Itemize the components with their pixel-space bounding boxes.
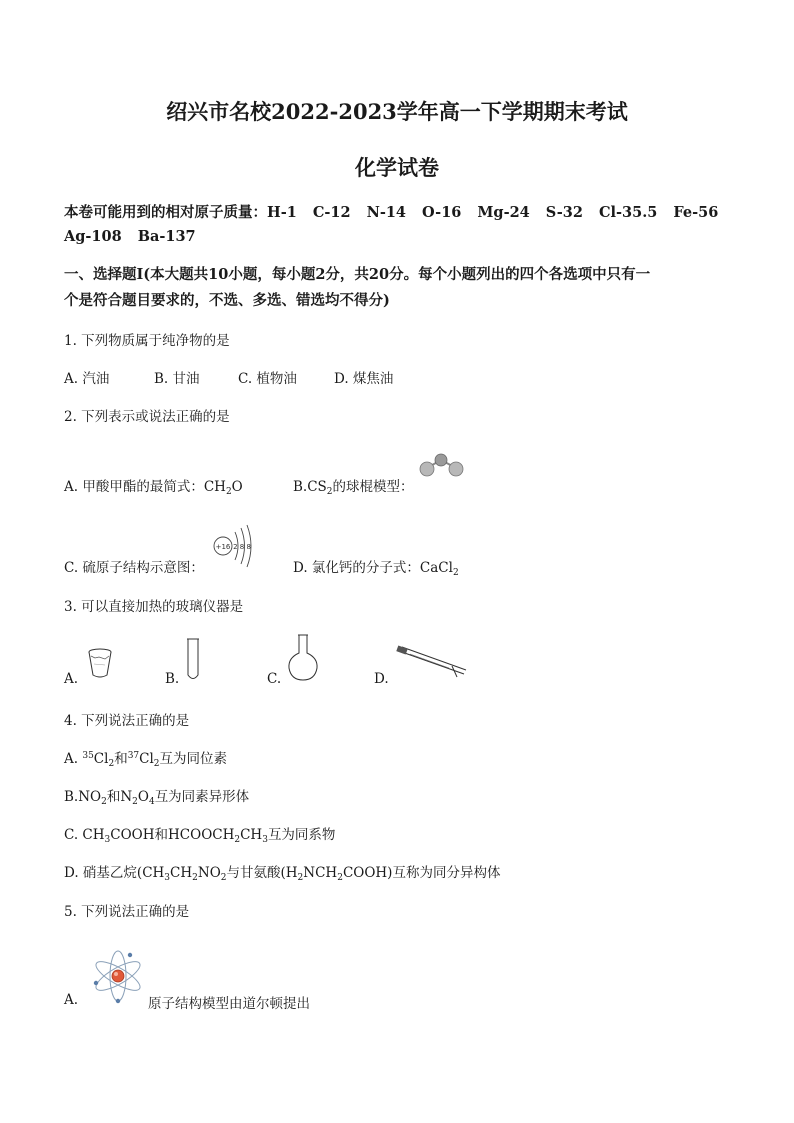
q4-option-d: D. 硝基乙烷($CH_3CH_2NO_2$与甘氨酸$(H_2NCH_2COOH)$互称为同分异构体 xyxy=(64,865,501,883)
q1-option-d: D. 煤焦油 xyxy=(334,371,394,387)
q5-label-a: A. xyxy=(64,992,79,1008)
page-subtitle: 化学试卷 xyxy=(355,155,439,180)
q4-option-b: $B.NO_2$和$N_2O_4$互为同素异形体 xyxy=(64,789,250,807)
cs2-ball-stick-model xyxy=(418,452,464,480)
page-title: 绍兴市名校2022-2023学年高一下学期期末考试 xyxy=(166,99,628,124)
q3-label-b: B. xyxy=(165,671,180,687)
q1-option-c: C. 植物油 xyxy=(238,371,297,387)
mass-s: S-32 xyxy=(545,204,583,221)
mass-fe: Fe-56 xyxy=(673,204,719,221)
q1-stem: 1. 下列物质属于纯净物的是 xyxy=(64,333,230,349)
atom-orbit-model-icon xyxy=(90,945,146,1007)
mass-o: O-16 xyxy=(422,204,462,221)
q4-option-c: C. $CH_3COOH$和$HCOOCH_2CH_3$互为同系物 xyxy=(64,827,336,845)
mass-h: H-1 xyxy=(267,204,297,221)
q2-option-a: A. 甲酸甲酯的最简式：$CH_2O$ xyxy=(64,479,243,497)
mass-c: C-12 xyxy=(312,204,351,221)
mass-cl: Cl-35.5 xyxy=(598,204,658,221)
sulfur-atom-structure-diagram xyxy=(211,522,257,572)
test-tube-icon xyxy=(185,637,201,683)
q3-label-d: D. xyxy=(374,671,389,687)
crucible-icon xyxy=(87,646,113,680)
atomic-mass-label: 本卷可能用到的相对原子质量： xyxy=(64,204,267,221)
nucleus-charge-label: +16 xyxy=(215,543,231,551)
q4-stem: 4. 下列说法正确的是 xyxy=(64,713,190,729)
mass-ag: Ag-108 xyxy=(64,228,122,245)
section-heading-line-1: 一、选择题Ⅰ(本大题共10小题，每小题2分，共20分。每个小题列出的四个各选项中只有一 xyxy=(64,266,651,283)
burette-icon xyxy=(394,646,468,680)
q3-label-c: C. xyxy=(267,671,282,687)
q2-option-d: D. 氯化钙的分子式：CaCl$_2$ xyxy=(293,560,459,578)
q5-option-a-text: 原子结构模型由道尔顿提出 xyxy=(148,996,310,1012)
atomic-mass-line-1 xyxy=(64,201,718,222)
electron-shell-counts: 2 8 8 xyxy=(233,543,251,551)
section-heading-line-2: 个是符合题目要求的，不选、多选、错选均不得分) xyxy=(64,292,390,309)
q2-option-b: $B.CS_2$的球棍模型： xyxy=(293,479,414,497)
atomic-mass-line-2 xyxy=(64,228,196,245)
q1-option-a: A. 汽油 xyxy=(64,371,110,387)
mass-ba: Ba-137 xyxy=(137,228,196,245)
q5-stem: 5. 下列说法正确的是 xyxy=(64,904,190,920)
q3-label-a: A. xyxy=(64,671,79,687)
q2-stem: 2. 下列表示或说法正确的是 xyxy=(64,409,230,425)
q2-option-c: C. 硫原子结构示意图： xyxy=(64,560,204,576)
q4-option-a: A. $^{35}Cl_2$和$^{37}Cl_2$互为同位素 xyxy=(64,751,228,769)
q1-option-b: B. 甘油 xyxy=(154,371,200,387)
q3-stem: 3. 可以直接加热的玻璃仪器是 xyxy=(64,599,244,615)
mass-n: N-14 xyxy=(366,204,407,221)
mass-mg: Mg-24 xyxy=(477,204,530,221)
round-bottom-flask-icon xyxy=(286,633,320,683)
